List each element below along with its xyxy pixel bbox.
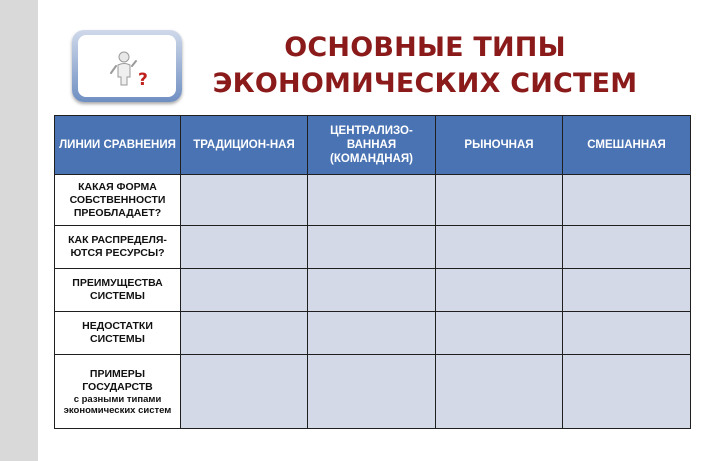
row-label-examples-main: ПРИМЕРЫ ГОСУДАРСТВ xyxy=(82,367,153,393)
table-cell[interactable] xyxy=(563,312,691,355)
table-cell[interactable] xyxy=(308,175,436,226)
table-cell[interactable] xyxy=(308,312,436,355)
row-label-examples xyxy=(55,355,181,429)
table-cell[interactable] xyxy=(563,355,691,429)
table-cell[interactable] xyxy=(563,175,691,226)
table-cell[interactable] xyxy=(563,226,691,269)
header-market: РЫНОЧНАЯ xyxy=(436,116,563,175)
table-row xyxy=(55,269,691,312)
comparison-table xyxy=(54,115,691,429)
table-cell[interactable] xyxy=(436,175,563,226)
table-cell[interactable] xyxy=(308,355,436,429)
header-traditional: ТРАДИЦИОН-НАЯ xyxy=(181,116,308,175)
table-cell[interactable] xyxy=(181,226,308,269)
logo-frame xyxy=(72,30,182,102)
table-cell[interactable] xyxy=(436,269,563,312)
header-centralized: ЦЕНТРАЛИЗО-ВАННАЯ (КОМАНДНАЯ) xyxy=(308,116,436,175)
table-cell[interactable] xyxy=(563,269,691,312)
slide-title xyxy=(190,30,660,102)
table-row xyxy=(55,355,691,429)
table-cell[interactable] xyxy=(308,226,436,269)
row-label-resources: КАК РАСПРЕДЕЛЯ-ЮТСЯ РЕСУРСЫ? xyxy=(55,226,181,269)
table-cell[interactable] xyxy=(436,355,563,429)
table-cell[interactable] xyxy=(181,269,308,312)
row-label-disadvantages: НЕДОСТАТКИ СИСТЕМЫ xyxy=(55,312,181,355)
row-label-advantages: ПРЕИМУЩЕСТВА СИСТЕМЫ xyxy=(55,269,181,312)
left-margin-strip xyxy=(0,0,38,461)
table-row xyxy=(55,226,691,269)
table-cell[interactable] xyxy=(181,355,308,429)
row-label-examples-sub: с разными типами экономических систем xyxy=(63,393,172,416)
table-cell[interactable] xyxy=(181,312,308,355)
table-cell[interactable] xyxy=(436,226,563,269)
logo-inner xyxy=(78,35,176,97)
svg-text:?: ? xyxy=(138,70,148,90)
table-cell[interactable] xyxy=(308,269,436,312)
table-cell[interactable] xyxy=(181,175,308,226)
figure-question-icon xyxy=(78,35,176,97)
table-cell[interactable] xyxy=(436,312,563,355)
title-line-2: ЭКОНОМИЧЕСКИХ СИСТЕМ xyxy=(212,68,638,99)
header-mixed: СМЕШАННАЯ xyxy=(563,116,691,175)
title-line-1: ОСНОВНЫЕ ТИПЫ xyxy=(284,32,566,63)
table-header-row xyxy=(55,116,691,175)
table-row xyxy=(55,175,691,226)
header-comparison-lines: ЛИНИИ СРАВНЕНИЯ xyxy=(55,116,181,175)
table-row xyxy=(55,312,691,355)
row-label-ownership: КАКАЯ ФОРМА СОБСТВЕННОСТИ ПРЕОБЛАДАЕТ? xyxy=(55,175,181,226)
